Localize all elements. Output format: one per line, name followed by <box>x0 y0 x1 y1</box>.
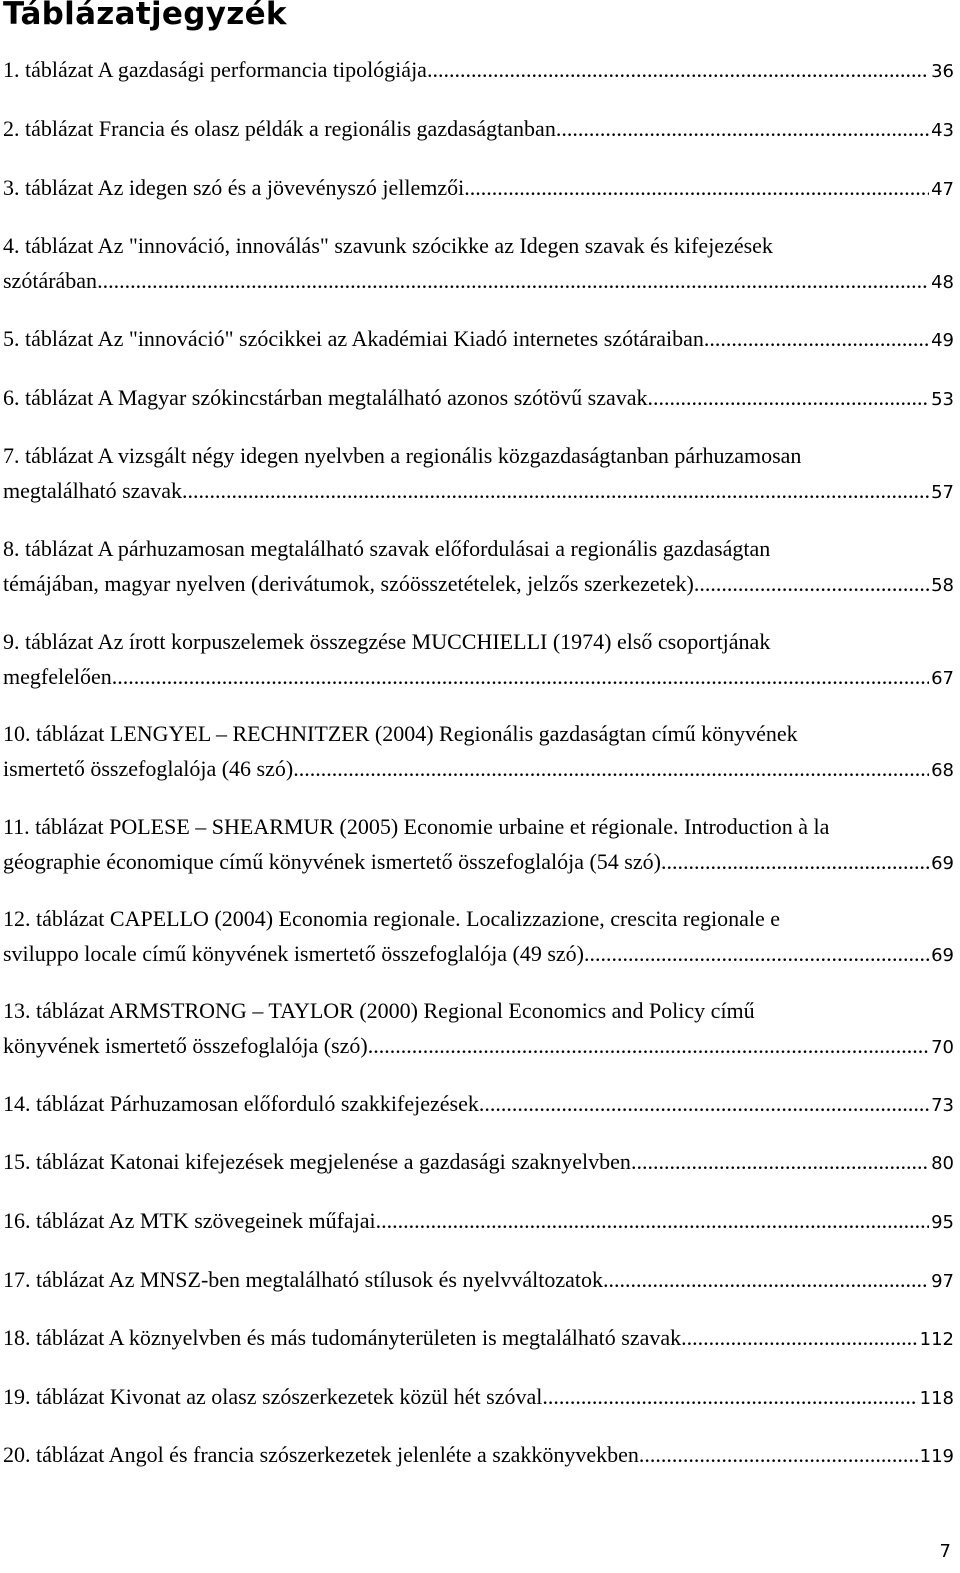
toc-entry-text: 4. táblázat Az "innováció, innoválás" szavunk szócikke az Idegen szavak és kifejezések <box>3 233 773 258</box>
toc-entry-text: megtalálható szavak <box>3 478 182 503</box>
toc-entry-page: 67 <box>931 668 954 689</box>
toc-entry-page: 97 <box>931 1271 954 1292</box>
toc-entry[interactable] <box>3 1379 954 1416</box>
toc-entry[interactable] <box>3 438 954 510</box>
toc-entry-page: 68 <box>931 760 954 781</box>
dot-leader <box>479 1086 929 1121</box>
dot-leader <box>661 844 929 879</box>
dot-leader <box>427 52 929 87</box>
toc-entry-page: 43 <box>931 120 954 141</box>
toc-entry-page: 69 <box>931 945 954 966</box>
toc-entry-text: 20. táblázat Angol és francia szószerkezetek jelenléte a szakkönyvekben <box>3 1442 639 1467</box>
toc-entry-text: szótárában <box>3 268 98 293</box>
toc-entry[interactable] <box>3 901 954 973</box>
dot-leader <box>704 321 929 356</box>
toc-entry[interactable] <box>3 716 954 788</box>
dot-leader <box>681 1320 918 1355</box>
toc-entry[interactable] <box>3 111 954 148</box>
toc-entry-page: 69 <box>931 853 954 874</box>
toc-entry-page: 112 <box>919 1329 954 1350</box>
dot-leader <box>639 1437 918 1472</box>
dot-leader <box>97 263 929 298</box>
toc-entry-page: 95 <box>931 1212 954 1233</box>
toc-entry-text: 13. táblázat ARMSTRONG – TAYLOR (2000) Regional Economics and Policy című <box>3 998 755 1023</box>
toc-entry-text: könyvének ismertető összefoglalója (szó) <box>3 1033 368 1058</box>
dot-leader <box>603 1262 929 1297</box>
dot-leader <box>584 936 929 971</box>
toc-entry-page: 49 <box>931 330 954 351</box>
toc-entry-text: 2. táblázat Francia és olasz példák a regionális gazdaságtanban <box>3 116 556 141</box>
toc-entry-text: 18. táblázat A köznyelvben és más tudományterületen is megtalálható szavak <box>3 1325 682 1350</box>
toc-entry-page: 48 <box>931 272 954 293</box>
toc-entry-text: 5. táblázat Az "innováció" szócikkei az Akadémiai Kiadó internetes szótáraiban <box>3 326 704 351</box>
toc-entry[interactable] <box>3 170 954 207</box>
toc-entry[interactable] <box>3 1203 954 1240</box>
toc-entry[interactable] <box>3 1320 954 1357</box>
toc-entry-text: 17. táblázat Az MNSZ-ben megtalálható stílusok és nyelvváltozatok <box>3 1267 603 1292</box>
toc-entry-text: sviluppo locale című könyvének ismertető összefoglalója (49 szó) <box>3 941 585 966</box>
page-title: Táblázatjegyzék <box>3 0 287 32</box>
toc-entry[interactable] <box>3 1144 954 1181</box>
toc-entry-page: 80 <box>931 1153 954 1174</box>
toc-entry-page: 53 <box>931 389 954 410</box>
toc-entry[interactable] <box>3 531 954 603</box>
toc-entry-text: 10. táblázat LENGYEL – RECHNITZER (2004) Regionális gazdaságtan című könyvének <box>3 721 798 746</box>
toc-entry-text: megfelelően <box>3 664 112 689</box>
toc-entry[interactable] <box>3 809 954 881</box>
toc-entry-text: 3. táblázat Az idegen szó és a jövevényszó jellemzői <box>3 175 465 200</box>
toc-entry-page: 119 <box>919 1446 954 1467</box>
dot-leader <box>293 751 929 786</box>
toc-entry-page: 58 <box>931 575 954 596</box>
toc-entry-text: 1. táblázat A gazdasági performancia tipológiája <box>3 57 427 82</box>
page-number: 7 <box>939 1541 951 1562</box>
toc-entry-text: 12. táblázat CAPELLO (2004) Economia regionale. Localizzazione, crescita regionale e <box>3 906 780 931</box>
toc-entry-text: 16. táblázat Az MTK szövegeinek műfajai <box>3 1208 376 1233</box>
toc-entry[interactable] <box>3 624 954 696</box>
toc-entry-text: 9. táblázat Az írott korpuszelemek összegzése MUCCHIELLI (1974) első csoportjának <box>3 629 771 654</box>
toc-entry-text: 14. táblázat Párhuzamosan előforduló szakkifejezések <box>3 1091 479 1116</box>
toc-entry[interactable] <box>3 321 954 358</box>
dot-leader <box>368 1028 929 1063</box>
toc-entry-text: 11. táblázat POLESE – SHEARMUR (2005) Economie urbaine et régionale. Introduction à la <box>3 814 830 839</box>
toc-entry-text: 15. táblázat Katonai kifejezések megjelenése a gazdasági szaknyelvben <box>3 1149 631 1174</box>
dot-leader <box>112 659 929 694</box>
toc-entry-page: 70 <box>931 1037 954 1058</box>
toc-entry-page: 36 <box>931 61 954 82</box>
toc-entry[interactable] <box>3 52 954 89</box>
toc-entry-text: 6. táblázat A Magyar szókincstárban megtalálható azonos szótövű szavak <box>3 385 648 410</box>
toc-entry-text: ismertető összefoglalója (46 szó) <box>3 756 294 781</box>
toc-entry[interactable] <box>3 228 954 300</box>
toc-entry[interactable] <box>3 993 954 1065</box>
toc-entry-text: 19. táblázat Kivonat az olasz szószerkezetek közül hét szóval <box>3 1384 543 1409</box>
dot-leader <box>556 111 929 146</box>
toc-entry-text: témájában, magyar nyelven (derivátumok, szóösszetételek, jelzős szerkezetek) <box>3 571 694 596</box>
toc-entry[interactable] <box>3 1262 954 1299</box>
toc-entry-text: 8. táblázat A párhuzamosan megtalálható szavak előfordulásai a regionális gazdaságtan <box>3 536 771 561</box>
toc-entry-text: géographie économique című könyvének ismertető összefoglalója (54 szó) <box>3 849 661 874</box>
toc-entry-page: 57 <box>931 482 954 503</box>
dot-leader <box>694 566 929 601</box>
dot-leader <box>648 380 930 415</box>
dot-leader <box>376 1203 929 1238</box>
dot-leader <box>631 1144 929 1179</box>
dot-leader <box>464 170 929 205</box>
toc-entry-page: 118 <box>919 1388 954 1409</box>
toc-entry[interactable] <box>3 1086 954 1123</box>
dot-leader <box>542 1379 917 1414</box>
toc-entry-page: 73 <box>931 1095 954 1116</box>
toc-entry-text: 7. táblázat A vizsgált négy idegen nyelvben a regionális közgazdaságtanban párhuzamosan <box>3 443 802 468</box>
toc-entry-page: 47 <box>931 179 954 200</box>
dot-leader <box>182 473 929 508</box>
toc-entry[interactable] <box>3 380 954 417</box>
toc-entry[interactable] <box>3 1437 954 1474</box>
